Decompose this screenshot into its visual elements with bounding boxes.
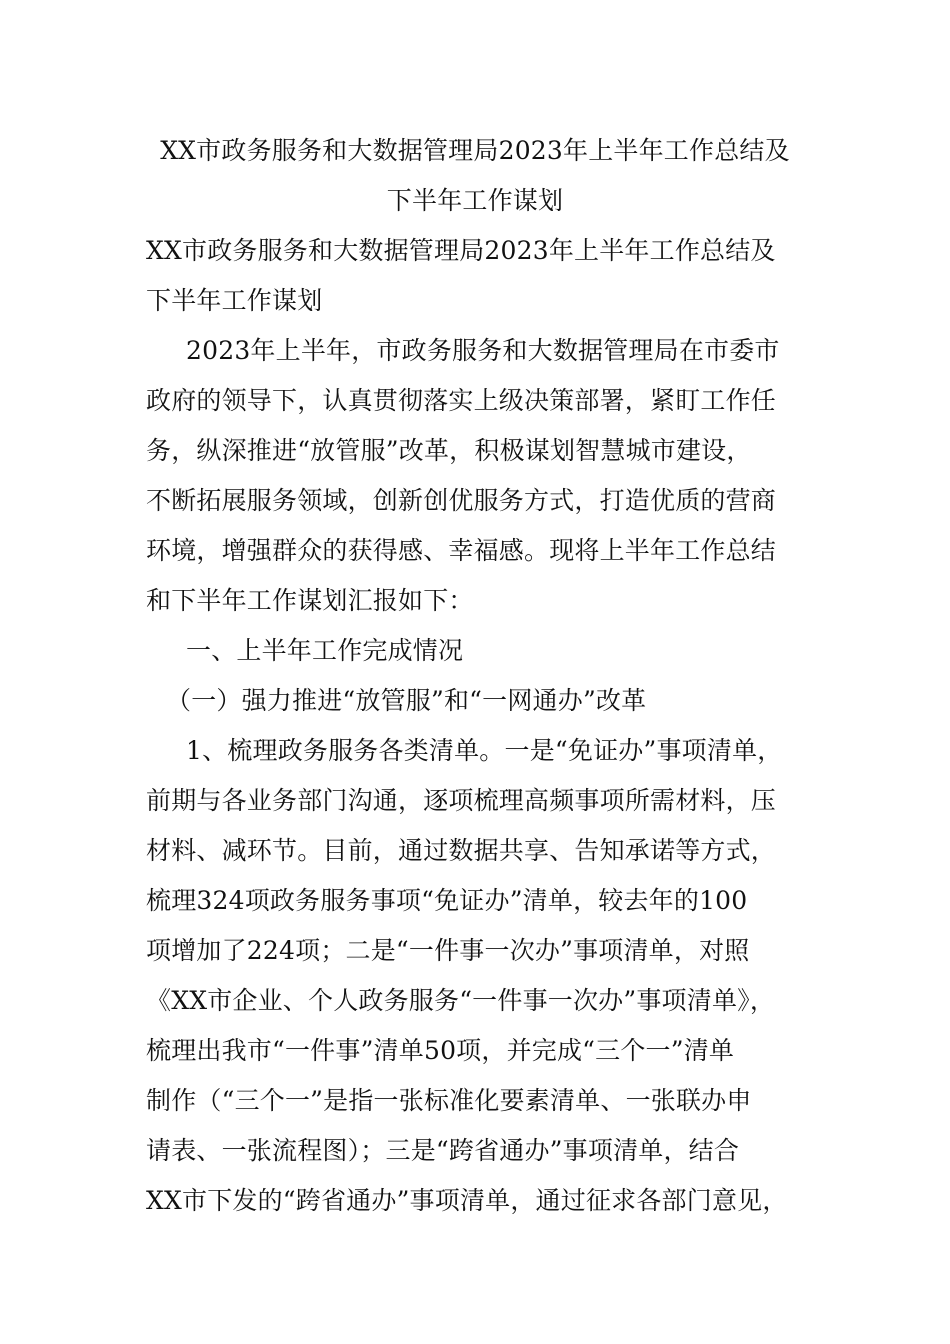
section1-line-7: 梳理出我市“一件事”清单50项，并完成“三个一”清单 — [146, 1036, 735, 1065]
intro-line-3: 务，纵深推进“放管服”改革，积极谋划智慧城市建设， — [146, 436, 752, 465]
section1-line-10: XX市下发的“跨省通办”事项清单，通过征求各部门意见， — [146, 1186, 788, 1215]
section1-line-8: 制作（“三个一”是指一张标准化要素清单、一张联办申 — [146, 1086, 752, 1115]
subtitle-line-1: XX市政务服务和大数据管理局2023年上半年工作总结及 — [146, 236, 776, 265]
section1-line-6: 《XX市企业、个人政务服务“一件事一次办”事项清单》， — [146, 986, 776, 1015]
intro-line-5: 环境，增强群众的获得感、幸福感。现将上半年工作总结 — [146, 536, 777, 565]
subtitle-line-2: 下半年工作谋划 — [146, 286, 323, 315]
intro-line-2: 政府的领导下，认真贯彻落实上级决策部署，紧盯工作任 — [146, 386, 777, 415]
section1-line-2: 前期与各业务部门沟通，逐项梳理高频事项所需材料，压 — [146, 786, 777, 815]
intro-line-1: 2023年上半年，市政务服务和大数据管理局在市委市 — [186, 336, 780, 365]
section-heading-2: （一）强力推进“放管服”和“一网通办”改革 — [166, 686, 647, 715]
document-title-line-1: XX市政务服务和大数据管理局2023年上半年工作总结及 — [160, 136, 790, 165]
document-title-line-2: 下半年工作谋划 — [386, 186, 564, 215]
section1-line-5: 项增加了224项；二是“一件事一次办”事项清单，对照 — [146, 936, 750, 965]
section1-line-4: 梳理324项政务服务事项“免证办”清单，较去年的100 — [146, 886, 748, 915]
section-heading-1: 一、上半年工作完成情况 — [186, 636, 464, 665]
section1-line-3: 材料、减环节。目前，通过数据共享、告知承诺等方式， — [146, 836, 777, 865]
intro-line-6: 和下半年工作谋划汇报如下： — [146, 586, 474, 615]
intro-line-4: 不断拓展服务领域，创新创优服务方式，打造优质的营商 — [146, 486, 777, 515]
section1-line-1: 1、梳理政务服务各类清单。一是“免证办”事项清单， — [186, 736, 783, 765]
section1-line-9: 请表、一张流程图）；三是“跨省通办”事项清单，结合 — [146, 1136, 740, 1165]
